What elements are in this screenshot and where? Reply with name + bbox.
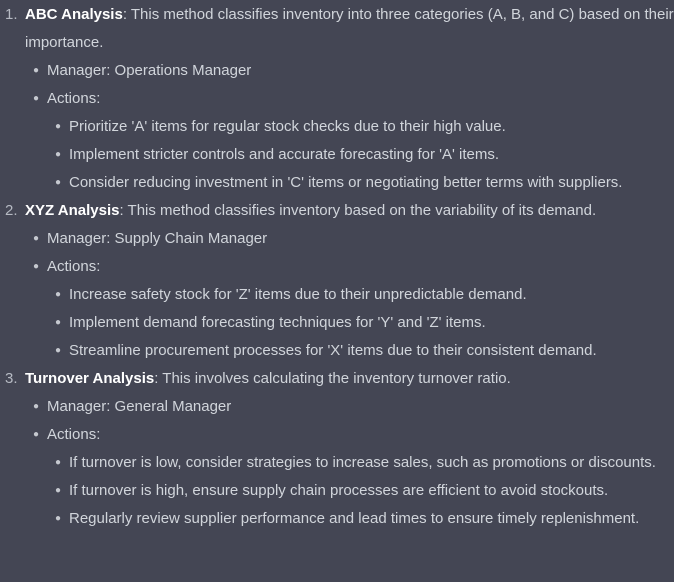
bullet-icon: ● <box>55 345 62 356</box>
bullet-icon: ● <box>33 65 40 76</box>
section-description: : This method classifies inventory based on the variability of its demand. <box>119 202 597 219</box>
actions-item <box>33 421 674 533</box>
action-item <box>55 477 674 505</box>
action-text: Prioritize 'A' items for regular stock checks due to their high value. <box>69 118 506 135</box>
actions-item <box>33 253 674 365</box>
list-number: 2. <box>5 202 18 219</box>
action-text: Streamline procurement processes for 'X' items due to their consistent demand. <box>69 342 597 359</box>
action-text: Implement demand forecasting techniques for 'Y' and 'Z' items. <box>69 314 486 331</box>
bullet-icon: ● <box>55 121 62 132</box>
manager-item <box>33 225 674 253</box>
bullet-icon: ● <box>33 429 40 440</box>
bullet-icon: ● <box>55 289 62 300</box>
analysis-list <box>0 1 674 533</box>
section-title: XYZ Analysis <box>25 202 120 219</box>
section-description: : This involves calculating the inventory turnover ratio. <box>154 370 511 387</box>
bullet-icon: ● <box>55 457 62 468</box>
actions-list <box>47 449 674 533</box>
action-item <box>55 337 674 365</box>
action-item <box>55 113 674 141</box>
action-item <box>55 141 674 169</box>
manager-item <box>33 57 674 85</box>
detail-list <box>25 225 674 365</box>
section-title: ABC Analysis <box>25 6 123 23</box>
analysis-item-xyz <box>5 197 674 365</box>
detail-list <box>25 393 674 533</box>
analysis-item-turnover <box>5 365 674 533</box>
actions-label: Actions: <box>47 426 101 443</box>
actions-item <box>33 85 674 197</box>
detail-list <box>25 57 674 197</box>
list-number: 1. <box>5 6 18 23</box>
bullet-icon: ● <box>33 401 40 412</box>
action-item <box>55 281 674 309</box>
bullet-icon: ● <box>33 93 40 104</box>
actions-list <box>47 113 674 197</box>
action-text: Implement stricter controls and accurate forecasting for 'A' items. <box>69 146 500 163</box>
bullet-icon: ● <box>33 233 40 244</box>
manager-text: Manager: Operations Manager <box>47 62 252 79</box>
actions-label: Actions: <box>47 90 101 107</box>
manager-item <box>33 393 674 421</box>
list-number: 3. <box>5 370 18 387</box>
bullet-icon: ● <box>55 149 62 160</box>
manager-text: Manager: General Manager <box>47 398 232 415</box>
action-text: Regularly review supplier performance and lead times to ensure timely replenishment. <box>69 510 640 527</box>
bullet-icon: ● <box>55 513 62 524</box>
analysis-item-abc <box>5 1 674 197</box>
section-title: Turnover Analysis <box>25 370 155 387</box>
action-text: If turnover is high, ensure supply chain processes are efficient to avoid stockouts. <box>69 482 609 499</box>
manager-text: Manager: Supply Chain Manager <box>47 230 268 247</box>
action-item <box>55 169 674 197</box>
action-item <box>55 309 674 337</box>
actions-list <box>47 281 674 365</box>
section-description: : This method classifies inventory into three categories (A, B, and C) based on their importance. <box>25 6 674 51</box>
action-text: If turnover is low, consider strategies to increase sales, such as promotions or discounts. <box>69 454 656 471</box>
actions-label: Actions: <box>47 258 101 275</box>
action-item <box>55 449 674 477</box>
action-text: Increase safety stock for 'Z' items due to their unpredictable demand. <box>69 286 527 303</box>
bullet-icon: ● <box>33 261 40 272</box>
bullet-icon: ● <box>55 317 62 328</box>
action-item <box>55 505 674 533</box>
action-text: Consider reducing investment in 'C' items or negotiating better terms with suppliers. <box>69 174 623 191</box>
bullet-icon: ● <box>55 485 62 496</box>
bullet-icon: ● <box>55 177 62 188</box>
